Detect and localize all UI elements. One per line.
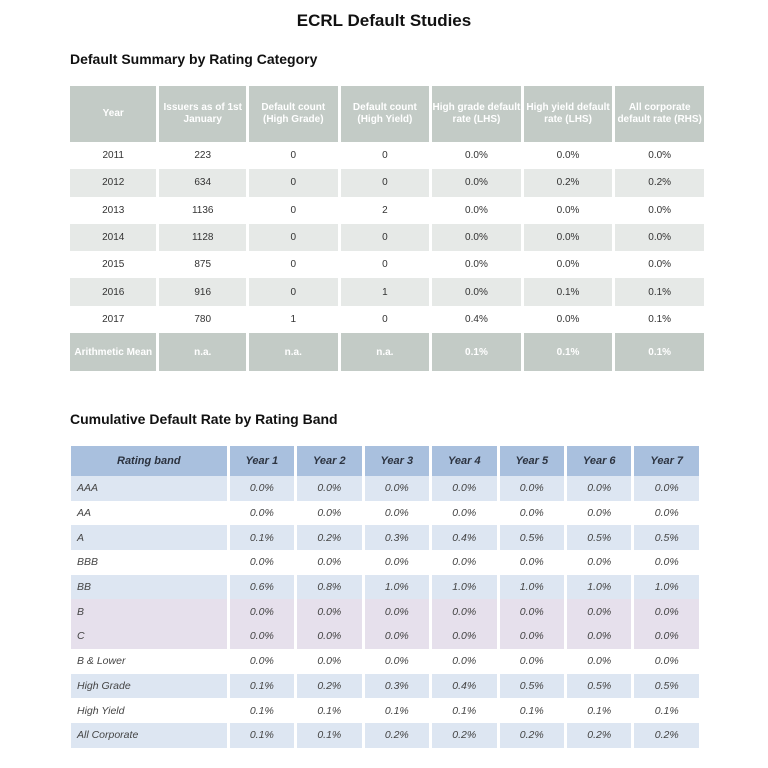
cumulative-cell: 0.0% [230,476,294,501]
summary-cell: 2016 [70,278,156,305]
cumulative-row [71,599,699,624]
cumulative-cell: 0.1% [230,674,294,699]
summary-cell: 0.0% [432,278,521,305]
cumulative-cell: 0.0% [432,501,496,526]
cumulative-cell: 0.5% [567,525,631,550]
summary-cell: 916 [159,278,245,305]
summary-cell: 1136 [191,204,214,216]
cumulative-cell: 0.0% [297,599,361,624]
rating-band-label: BB [71,575,227,600]
summary-cell: 0.0% [432,169,521,196]
cumulative-header-cell: Year 6 [567,446,631,476]
cumulative-cell: 0.0% [634,501,699,526]
cumulative-cell: 0.0% [365,649,429,674]
summary-cell: 0.0% [465,259,488,271]
cumulative-section-title: Cumulative Default Rate by Rating Band [70,411,338,427]
cumulative-row [71,575,699,600]
cumulative-cell: 0.0% [230,550,294,575]
summary-cell: 0.0% [556,150,580,162]
cumulative-header-row [71,446,699,476]
summary-row [70,251,704,278]
summary-cell: 780 [194,313,212,325]
summary-cell: 0 [382,259,388,271]
summary-mean-cell: 0.1% [432,333,521,371]
summary-cell: 223 [194,150,212,162]
summary-cell: 0 [249,224,338,251]
cumulative-row [71,723,699,748]
summary-cell: 2011 [102,150,124,162]
cumulative-cell: 0.1% [500,698,564,723]
summary-cell: 2012 [70,169,156,196]
summary-cell: 2017 [102,313,125,325]
summary-cell: 2014 [70,224,156,251]
summary-cell: 2013 [102,204,125,216]
summary-cell: 0 [290,259,297,271]
cumulative-row [71,476,699,501]
cumulative-cell: 0.0% [567,599,631,624]
cumulative-row [71,525,699,550]
summary-row [70,197,704,224]
cumulative-cell: 0.0% [297,476,361,501]
cumulative-cell: 0.0% [500,476,564,501]
summary-row [70,278,704,305]
summary-cell: 0.2% [615,169,704,196]
cumulative-cell: 0.0% [297,501,361,526]
summary-cell: 634 [159,169,245,196]
cumulative-header-cell: Year 5 [500,446,564,476]
cumulative-cell: 0.0% [230,649,294,674]
cumulative-cell: 0.0% [297,649,361,674]
cumulative-cell: 0.1% [297,723,361,748]
rating-band-label: C [71,624,227,649]
cumulative-cell: 0.6% [230,575,294,600]
cumulative-cell: 0.0% [432,624,496,649]
summary-mean-cell: n.a. [341,333,430,371]
cumulative-cell: 0.3% [365,525,429,550]
summary-cell: 0 [382,313,388,325]
rating-band-label: B & Lower [71,649,227,674]
cumulative-cell: 0.0% [500,501,564,526]
document-title: ECRL Default Studies [296,11,472,30]
summary-header-cell: All corporate default rate (RHS) [615,86,704,142]
summary-row [70,224,704,251]
cumulative-cell: 0.0% [567,501,631,526]
cumulative-cell: 0.0% [432,599,496,624]
cumulative-cell: 0.0% [365,501,429,526]
cumulative-cell: 0.0% [500,550,564,575]
cumulative-cell: 0.0% [432,550,496,575]
cumulative-cell: 0.0% [567,550,631,575]
summary-cell: 0 [341,169,430,196]
summary-cell: 0.1% [524,278,613,305]
cumulative-cell: 0.0% [634,476,699,501]
summary-cell: 1 [290,313,297,325]
cumulative-cell: 0.2% [365,723,429,748]
cumulative-cell: 0.0% [634,599,699,624]
cumulative-cell: 0.0% [230,599,294,624]
summary-cell: 0.2% [524,169,613,196]
summary-cell: 0 [290,204,297,216]
rating-band-label: A [71,525,227,550]
summary-mean-cell: 0.1% [615,333,704,371]
summary-section-title: Default Summary by Rating Category [70,51,318,67]
cumulative-cell: 0.5% [634,525,699,550]
rating-band-label: BBB [71,550,227,575]
cumulative-cell: 0.1% [567,698,631,723]
summary-header-cell: Issuers as of 1st January [159,86,245,142]
cumulative-cell: 0.0% [634,550,699,575]
cumulative-row [71,649,699,674]
cumulative-cell: 0.0% [432,649,496,674]
summary-cell: 1128 [159,224,245,251]
cumulative-row [71,550,699,575]
summary-cell: 0.0% [556,204,580,216]
summary-header-cell: Default count (High Yield) [341,86,430,142]
cumulative-row [71,624,699,649]
summary-cell: 0.0% [615,224,704,251]
cumulative-cell: 0.5% [500,525,564,550]
cumulative-cell: 0.1% [230,723,294,748]
cumulative-cell: 0.1% [432,698,496,723]
cumulative-row [71,674,699,699]
cumulative-cell: 0.0% [297,624,361,649]
cumulative-cell: 1.0% [365,575,429,600]
summary-cell: 0.1% [615,278,704,305]
cumulative-cell: 0.4% [432,674,496,699]
cumulative-cell: 0.0% [500,624,564,649]
cumulative-cell: 0.0% [365,624,429,649]
cumulative-cell: 0.1% [365,698,429,723]
cumulative-cell: 0.0% [500,599,564,624]
cumulative-cell: 0.2% [432,723,496,748]
cumulative-cell: 0.0% [365,599,429,624]
cumulative-cell: 0.2% [634,723,699,748]
cumulative-cell: 0.0% [634,649,699,674]
summary-row [70,169,704,196]
default-summary-table [67,86,707,371]
cumulative-cell: 0.5% [567,674,631,699]
summary-cell: 2 [382,204,388,216]
summary-cell: 0.0% [556,259,580,271]
summary-cell: 0 [290,150,297,162]
cumulative-cell: 0.0% [500,649,564,674]
cumulative-cell: 0.2% [567,723,631,748]
summary-cell: 2015 [102,259,125,271]
summary-cell: 0 [249,169,338,196]
summary-cell: 0 [382,150,388,162]
summary-cell: 0.0% [465,150,488,162]
summary-mean-row [70,333,704,371]
cumulative-cell: 0.1% [230,525,294,550]
summary-header-cell: High grade default rate (LHS) [432,86,521,142]
cumulative-row [71,698,699,723]
cumulative-cell: 0.2% [297,525,361,550]
cumulative-cell: 0.2% [500,723,564,748]
cumulative-cell: 0.0% [432,476,496,501]
cumulative-cell: 1.0% [500,575,564,600]
cumulative-cell: 1.0% [567,575,631,600]
summary-cell: 0.0% [648,150,672,162]
rating-band-label: High Grade [71,674,227,699]
cumulative-cell: 0.0% [297,550,361,575]
summary-mean-cell: n.a. [249,333,338,371]
cumulative-cell: 0.0% [567,649,631,674]
rating-band-label: AA [71,501,227,526]
cumulative-row [71,501,699,526]
cumulative-cell: 0.1% [297,698,361,723]
cumulative-header-cell: Year 4 [432,446,496,476]
summary-cell: 0.0% [465,204,488,216]
summary-cell: 0.0% [556,313,580,325]
summary-cell: 0 [249,278,338,305]
cumulative-cell: 0.0% [567,624,631,649]
cumulative-cell: 0.5% [500,674,564,699]
summary-header-row [70,86,704,142]
cumulative-cell: 0.0% [567,476,631,501]
rating-band-label: All Corporate [71,723,227,748]
cumulative-cell: 0.5% [634,674,699,699]
cumulative-cell: 0.4% [432,525,496,550]
rating-band-label: AAA [71,476,227,501]
summary-cell: 1 [341,278,430,305]
cumulative-cell: 0.1% [634,698,699,723]
cumulative-cell: 0.0% [230,501,294,526]
summary-cell: 0.0% [648,259,672,271]
summary-mean-cell: n.a. [159,333,245,371]
cumulative-cell: 0.2% [297,674,361,699]
summary-cell: 0.0% [524,224,613,251]
cumulative-cell: 0.8% [297,575,361,600]
summary-row [70,306,704,333]
cumulative-cell: 0.0% [230,624,294,649]
cumulative-cell: 0.0% [365,476,429,501]
cumulative-header-cell: Rating band [71,446,227,476]
cumulative-header-cell: Year 1 [230,446,294,476]
cumulative-cell: 0.1% [230,698,294,723]
cumulative-cell: 0.0% [634,624,699,649]
summary-header-cell: High yield default rate (LHS) [524,86,613,142]
summary-row [70,142,704,169]
summary-cell: 0.4% [465,313,488,325]
summary-mean-cell: Arithmetic Mean [70,333,156,371]
summary-cell: 0 [341,224,430,251]
summary-cell: 875 [194,259,212,271]
summary-cell: 0.1% [648,313,672,325]
rating-band-label: High Yield [71,698,227,723]
cumulative-header-cell: Year 7 [634,446,699,476]
cumulative-cell: 0.3% [365,674,429,699]
rating-band-label: B [71,599,227,624]
cumulative-header-cell: Year 3 [365,446,429,476]
cumulative-cell: 1.0% [634,575,699,600]
cumulative-cell: 0.0% [365,550,429,575]
cumulative-cell: 1.0% [432,575,496,600]
summary-mean-cell: 0.1% [524,333,613,371]
cumulative-header-cell: Year 2 [297,446,361,476]
cumulative-default-table [68,446,702,748]
summary-cell: 0.0% [648,204,672,216]
summary-header-cell: Year [70,86,156,142]
summary-header-cell: Default count (High Grade) [249,86,338,142]
summary-cell: 0.0% [432,224,521,251]
